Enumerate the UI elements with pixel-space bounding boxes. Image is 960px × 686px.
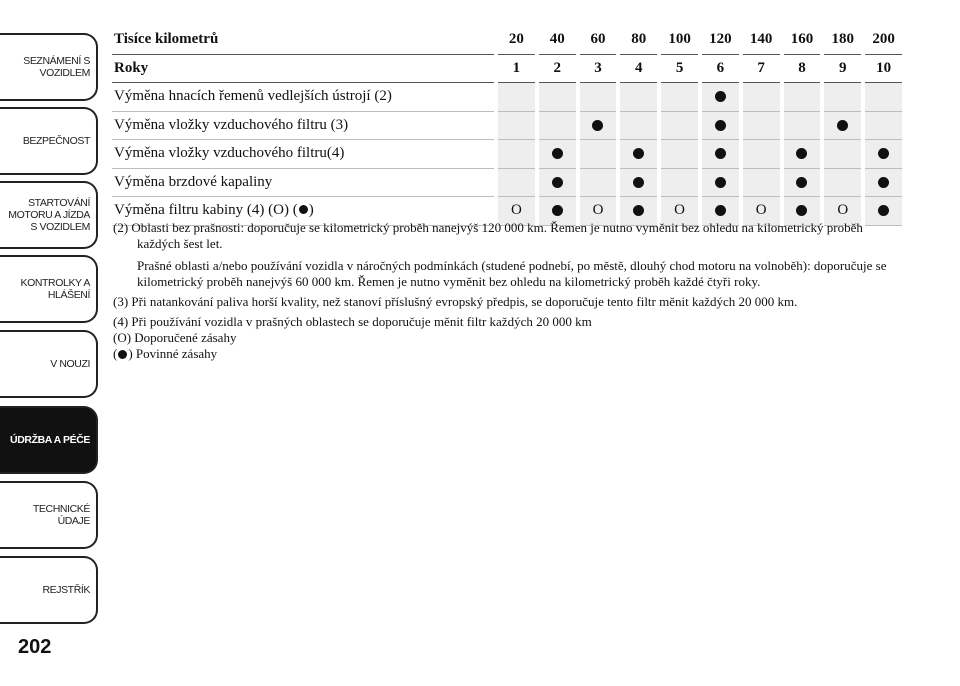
filled-dot-icon <box>796 205 807 216</box>
tab-technicke[interactable] <box>0 481 98 549</box>
schedule-cell <box>659 83 700 112</box>
ring-mark: O <box>837 202 849 219</box>
schedule-cell <box>741 168 782 197</box>
schedule-cell <box>496 111 537 140</box>
filled-dot-icon <box>299 205 308 214</box>
schedule-cell <box>659 140 700 169</box>
column-header: 1 <box>496 54 537 83</box>
column-header: 140 <box>741 26 782 54</box>
label-text: Výměna filtru kabiny (4) (O) ( <box>114 202 298 219</box>
schedule-cell <box>659 168 700 197</box>
schedule-cell <box>618 168 659 197</box>
schedule-cell <box>537 168 578 197</box>
schedule-cell <box>618 140 659 169</box>
tab-label: ÚDAJE <box>57 515 90 527</box>
ring-mark: O <box>755 202 767 219</box>
tab-label: TECHNICKÉ <box>32 503 90 515</box>
column-header: 180 <box>822 26 863 54</box>
filled-dot-icon <box>633 148 644 159</box>
legend-mandatory <box>113 346 908 362</box>
ring-mark: O <box>510 202 522 219</box>
column-header: 120 <box>700 26 741 54</box>
schedule-cell <box>700 168 741 197</box>
filled-dot-icon <box>796 148 807 159</box>
tab-label: BEZPEČNOST <box>22 135 90 147</box>
note-2: (2) Oblasti bez prašnosti: doporučuje se kilometrický proběh nanejvýš 120 000 km. Řemen je nutno vyměnit bez ohledu na kilometrický proběh každých šest let. <box>113 220 863 251</box>
tab-label: VOZIDLEM <box>39 67 90 79</box>
row-label: Výměna brzdové kapaliny <box>112 168 496 197</box>
row-label: Výměna vložky vzduchového filtru(4) <box>112 140 496 169</box>
column-header: 4 <box>618 54 659 83</box>
tab-label: REJSTŘÍK <box>42 584 90 596</box>
label-text: ) <box>308 202 314 219</box>
filled-dot-icon <box>796 177 807 188</box>
schedule-cell <box>700 111 741 140</box>
filled-dot-icon <box>878 148 889 159</box>
column-header: 9 <box>822 54 863 83</box>
column-header: 5 <box>659 54 700 83</box>
row-label: Roky <box>112 54 496 83</box>
column-header: 6 <box>700 54 741 83</box>
row-label: Výměna vložky vzduchového filtru (3) <box>112 111 496 140</box>
filled-dot-icon <box>633 205 644 216</box>
km-row <box>112 26 904 54</box>
tab-kontrolky[interactable] <box>0 255 98 323</box>
tab-label: MOTORU A JÍZDA <box>8 209 90 221</box>
table-row <box>112 111 904 140</box>
filled-dot-icon <box>552 205 563 216</box>
legend-text: ( <box>113 346 118 361</box>
filled-dot-icon <box>552 148 563 159</box>
filled-dot-icon <box>878 205 889 216</box>
tab-label: V NOUZI <box>50 358 90 370</box>
schedule-cell <box>741 83 782 112</box>
schedule-cell <box>822 111 863 140</box>
schedule-cell <box>822 83 863 112</box>
column-header: 80 <box>618 26 659 54</box>
schedule-cell <box>496 168 537 197</box>
schedule-cell <box>863 140 904 169</box>
schedule-cell <box>700 140 741 169</box>
tab-label: HLÁŠENÍ <box>47 289 90 301</box>
filled-dot-icon <box>592 120 603 131</box>
schedule-cell <box>782 83 823 112</box>
schedule-cell <box>863 83 904 112</box>
table-row <box>112 140 904 169</box>
tab-label: SEZNÁMENÍ S <box>23 55 90 67</box>
column-header: 10 <box>863 54 904 83</box>
schedule-cell <box>618 111 659 140</box>
tab-label: ÚDRŽBA A PÉČE <box>10 434 90 446</box>
column-header: 2 <box>537 54 578 83</box>
filled-dot-icon <box>118 350 127 359</box>
filled-dot-icon <box>715 91 726 102</box>
column-header: 20 <box>496 26 537 54</box>
filled-dot-icon <box>715 120 726 131</box>
column-header: 200 <box>863 26 904 54</box>
filled-dot-icon <box>715 205 726 216</box>
schedule-cell <box>782 140 823 169</box>
column-header: 60 <box>578 26 619 54</box>
table-row <box>112 168 904 197</box>
maintenance-table <box>112 26 906 226</box>
note-4: (4) Při používání vozidla v prašných oblastech se doporučuje měnit filtr každých 20 000 km <box>113 314 592 329</box>
legend-recommended: (O) Doporučené zásahy <box>113 330 237 345</box>
schedule-cell <box>741 111 782 140</box>
schedule-cell <box>618 83 659 112</box>
schedule-cell <box>578 140 619 169</box>
schedule-cell <box>741 140 782 169</box>
schedule-cell <box>863 111 904 140</box>
schedule-cell <box>537 111 578 140</box>
tab-label: S VOZIDLEM <box>30 221 90 233</box>
legend-text: ) Povinné zásahy <box>128 346 218 361</box>
column-header: 3 <box>578 54 619 83</box>
ring-mark: O <box>592 202 604 219</box>
filled-dot-icon <box>878 177 889 188</box>
schedule-cell <box>822 140 863 169</box>
column-header: 7 <box>741 54 782 83</box>
column-header: 100 <box>659 26 700 54</box>
ring-mark: O <box>674 202 685 219</box>
schedule-cell <box>700 83 741 112</box>
schedule-cell <box>578 168 619 197</box>
schedule-cell <box>496 140 537 169</box>
schedule-cell <box>782 168 823 197</box>
tab-udrzba[interactable] <box>0 406 98 474</box>
schedule-cell <box>822 168 863 197</box>
filled-dot-icon <box>837 120 848 131</box>
column-header: 8 <box>782 54 823 83</box>
row-label: Tisíce kilometrů <box>112 26 496 54</box>
years-row <box>112 54 904 83</box>
schedule-cell <box>496 83 537 112</box>
schedule-cell <box>659 111 700 140</box>
tab-rejstrik[interactable] <box>0 556 98 624</box>
column-header: 40 <box>537 26 578 54</box>
note-2-extra: Prašné oblasti a/nebo používání vozidla v náročných podmínkách (studené podnebí, po městě, dlouhý chod motoru na volnoběh): doporučuje se kilometrický proběh nanejvýš 60 000 km. Řemen je nutno vyměnit bez ohledu na kilometrický proběh každé čtyři roky. <box>137 258 887 289</box>
filled-dot-icon <box>715 177 726 188</box>
tab-seznameni[interactable] <box>0 33 98 101</box>
filled-dot-icon <box>633 177 644 188</box>
column-header: 160 <box>782 26 823 54</box>
schedule-cell <box>537 140 578 169</box>
table-row <box>112 83 904 112</box>
filled-dot-icon <box>552 177 563 188</box>
footnotes <box>113 220 908 362</box>
schedule-cell <box>863 168 904 197</box>
tab-startovani[interactable] <box>0 181 98 249</box>
page-number: 202 <box>18 636 52 658</box>
schedule-cell <box>578 83 619 112</box>
schedule-cell <box>782 111 823 140</box>
note-3: (3) Při natankování paliva horší kvality, než stanoví příslušný evropský předpis, se doporučuje tento filtr měnit každých 20 000 km. <box>113 294 798 309</box>
schedule-cell <box>537 83 578 112</box>
tab-label: KONTROLKY A <box>20 277 90 289</box>
filled-dot-icon <box>715 148 726 159</box>
schedule-cell <box>578 111 619 140</box>
row-label: Výměna hnacích řemenů vedlejších ústrojí (2) <box>112 83 496 112</box>
tab-bezpecnost[interactable] <box>0 107 98 175</box>
tab-v-nouzi[interactable] <box>0 330 98 398</box>
chapter-tabs <box>0 0 101 686</box>
tab-label: STARTOVÁNÍ <box>28 197 90 209</box>
